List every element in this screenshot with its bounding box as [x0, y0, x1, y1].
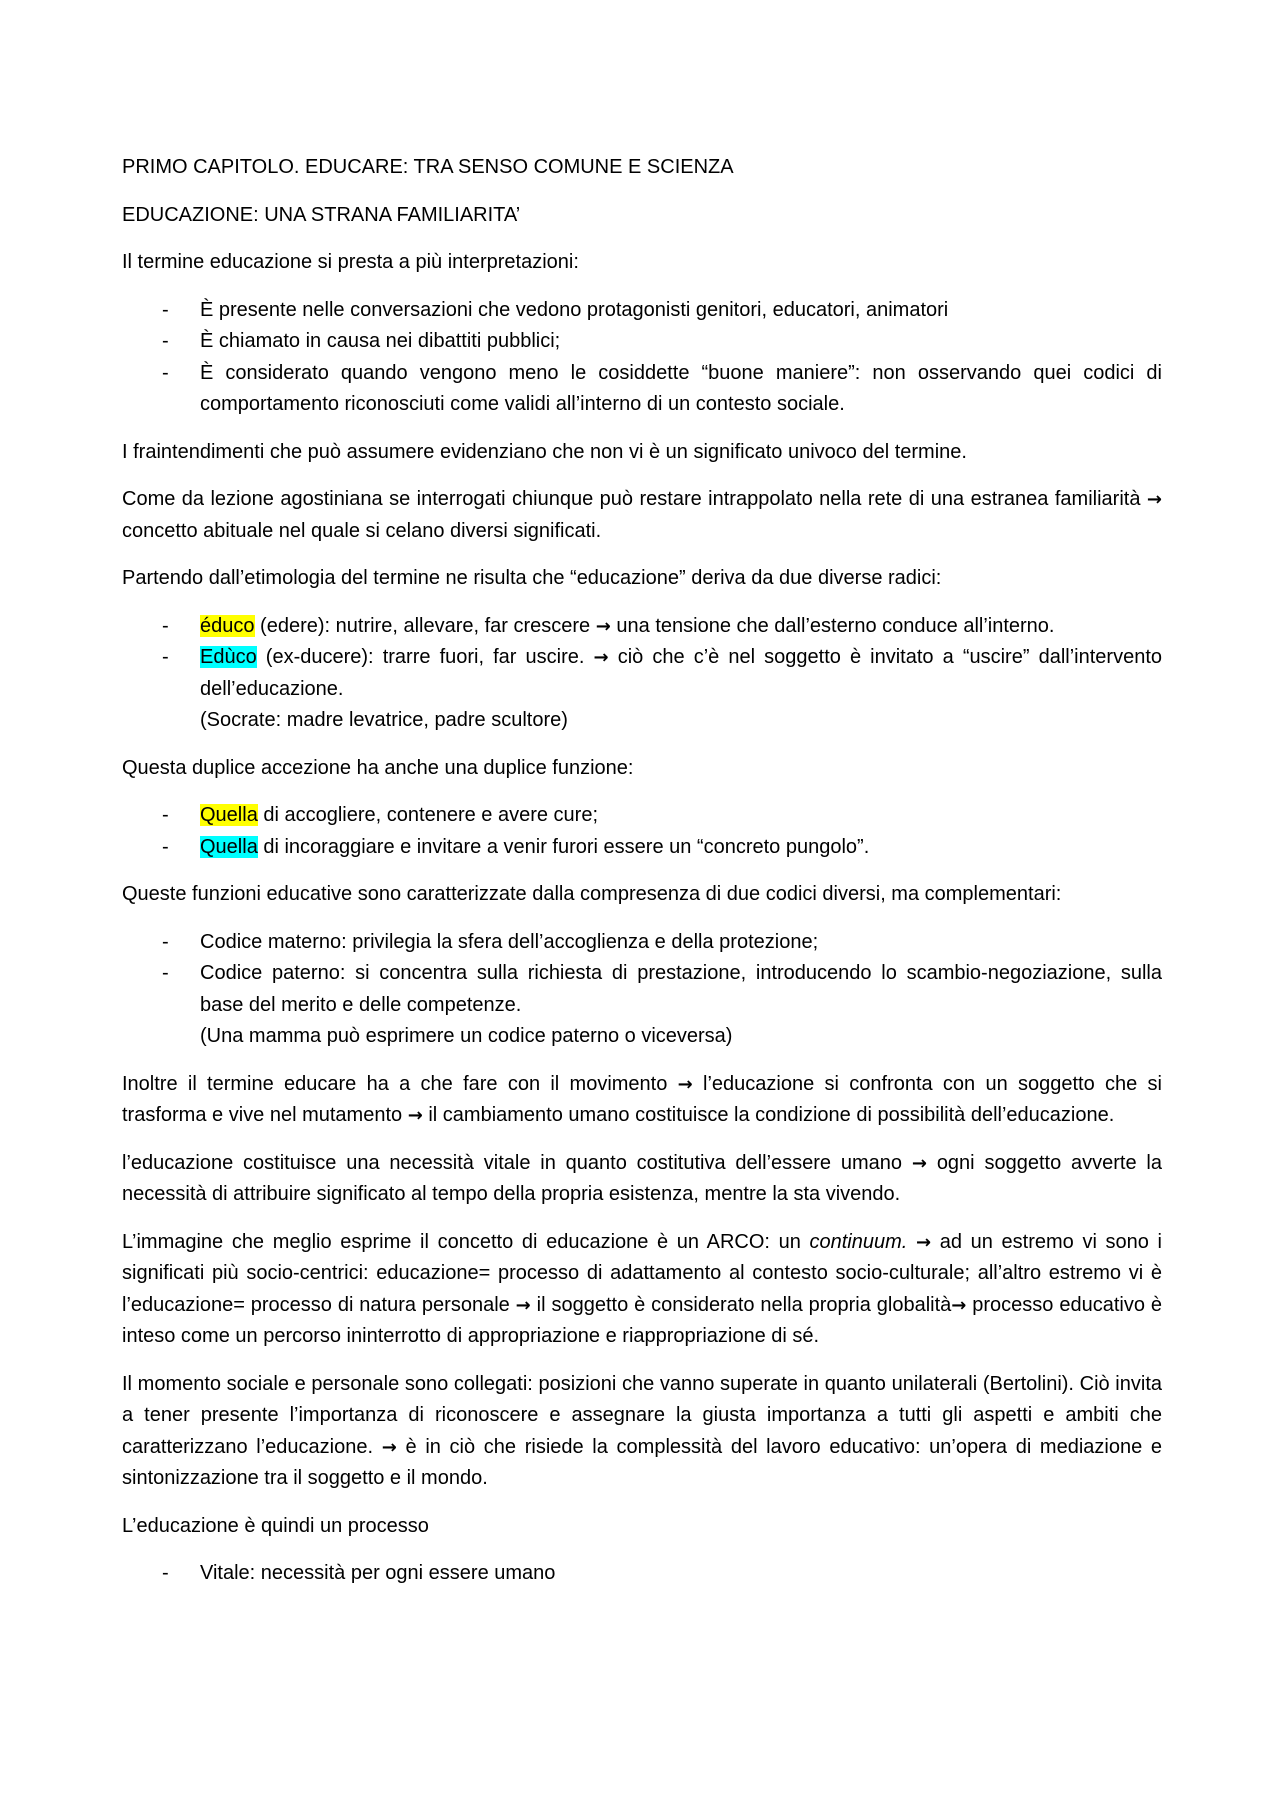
arrow-right-icon: →	[951, 1294, 967, 1316]
paragraph: I fraintendimenti che può assumere evidenziano che non vi è un significato univoco del termine.	[122, 440, 967, 463]
paragraph: Il momento sociale e personale sono collegati: posizioni che vanno superate in quanto unilaterali (Bertolini). Ciò invita a tener presente l’importanza di riconoscere e assegnare la giusta importanza a tutti gli aspetti e ambiti che caratterizzano l’educazione. → è in ciò che risiede la complessità del lavoro educativo: un’opera di mediazione e sintonizzazione tra il soggetto e il mondo.	[122, 1372, 1163, 1489]
list-item: - éduco (edere): nutrire, allevare, far crescere → una tensione che dall’esterno conduce all’interno.	[122, 611, 1162, 643]
arrow-right-icon: →	[515, 1294, 531, 1316]
section-heading: EDUCAZIONE: UNA STRANA FAMILIARITA’	[122, 203, 521, 226]
arrow-right-icon: →	[911, 1152, 927, 1174]
dash-bullet: -	[162, 962, 169, 984]
bullet-list	[122, 611, 1162, 737]
arrow-right-icon: →	[593, 647, 609, 668]
list-item-note: (Socrate: madre levatrice, padre scultore)	[200, 709, 568, 731]
dash-bullet: -	[162, 804, 169, 826]
paragraph: Il termine educazione si presta a più interpretazioni:	[122, 251, 579, 273]
highlighted-term: éduco	[200, 614, 255, 637]
highlighted-term: Edùco	[200, 646, 257, 668]
arrow-right-icon: →	[407, 1105, 423, 1126]
list-item: - Codice materno: privilegia la sfera dell’accoglienza e della protezione;	[122, 927, 1162, 959]
bullet-list	[122, 800, 1162, 863]
dash-bullet: -	[162, 930, 169, 953]
paragraph: Queste funzioni educative sono caratterizzate dalla compresenza di due codici diversi, ma complementari:	[122, 883, 1062, 905]
arrow-right-icon: →	[595, 615, 611, 637]
italic-term: continuum.	[809, 1230, 908, 1253]
dash-bullet: -	[162, 361, 169, 384]
paragraph: Partendo dall’etimologia del termine ne risulta che “educazione” deriva da due diverse radici:	[122, 567, 942, 589]
paragraph: L’immagine che meglio esprime il concetto di educazione è un ARCO: un continuum. → ad un estremo vi sono i significati più socio-centrici: educazione= processo di adattamento al contesto socio-culturale; all’altro estremo vi è l’educazione= processo di natura personale → il soggetto è considerato nella propria globalità→ processo educativo è inteso come un percorso ininterrotto di appropriazione e riappropriazione di sé.	[122, 1230, 1163, 1347]
list-item: - Edùco (ex-ducere): trarre fuori, far uscire. → ciò che c’è nel soggetto è invitato a “uscire” dall’intervento dell’educazione. (Socrate: madre levatrice, padre scultore)	[122, 642, 1162, 737]
chapter-heading: PRIMO CAPITOLO. EDUCARE: TRA SENSO COMUNE E SCIENZA	[122, 156, 734, 178]
bullet-list	[122, 927, 1162, 1053]
dash-bullet: -	[162, 646, 169, 668]
arrow-right-icon: →	[677, 1073, 693, 1095]
list-item: - Codice paterno: si concentra sulla richiesta di prestazione, introducendo lo scambio-negoziazione, sulla base del merito e delle competenze. (Una mamma può esprimere un codice paterno o viceversa)	[122, 958, 1162, 1053]
bullet-list	[122, 1558, 1162, 1590]
paragraph: l’educazione costituisce una necessità vitale in quanto costitutiva dell’essere umano → ogni soggetto avverte la necessità di attribuire significato al tempo della propria esistenza, mentre la sta vivendo.	[122, 1151, 1163, 1205]
dash-bullet: -	[162, 298, 169, 321]
list-item: - Quella di accogliere, contenere e avere cure;	[122, 800, 1162, 832]
paragraph: L’educazione è quindi un processo	[122, 1514, 429, 1537]
list-item: - Vitale: necessità per ogni essere umano	[122, 1558, 1162, 1590]
highlighted-term: Quella	[200, 804, 258, 826]
list-item: - Quella di incoraggiare e invitare a venir furori essere un “concreto pungolo”.	[122, 832, 1162, 864]
list-item: - È chiamato in causa nei dibattiti pubblici;	[122, 326, 1162, 358]
dash-bullet: -	[162, 330, 169, 352]
list-item: - È presente nelle conversazioni che vedono protagonisti genitori, educatori, animatori	[122, 295, 1162, 327]
dash-bullet: -	[162, 835, 169, 858]
paragraph: Inoltre il termine educare ha a che fare con il movimento → l’educazione si confronta con un soggetto che si trasforma e vive nel mutamento → il cambiamento umano costituisce la condizione di possibilità dell’educazione.	[122, 1072, 1163, 1126]
bullet-list	[122, 295, 1162, 421]
paragraph: Come da lezione agostiniana se interrogati chiunque può restare intrappolato nella rete di una estranea familiarità → concetto abituale nel quale si celano diversi significati.	[122, 488, 1162, 542]
list-item-note: (Una mamma può esprimere un codice paterno o viceversa)	[200, 1025, 733, 1047]
arrow-right-icon: →	[916, 1231, 932, 1253]
dash-bullet: -	[162, 1562, 169, 1584]
arrow-right-icon: →	[1146, 489, 1162, 510]
list-item: - È considerato quando vengono meno le cosiddette “buone maniere”: non osservando quei codici di comportamento riconosciuti come validi all’interno di un contesto sociale.	[122, 358, 1162, 421]
arrow-right-icon: →	[381, 1436, 397, 1458]
paragraph: Questa duplice accezione ha anche una duplice funzione:	[122, 756, 634, 779]
highlighted-term: Quella	[200, 835, 258, 858]
dash-bullet: -	[162, 614, 169, 637]
document-body	[122, 152, 1162, 1606]
